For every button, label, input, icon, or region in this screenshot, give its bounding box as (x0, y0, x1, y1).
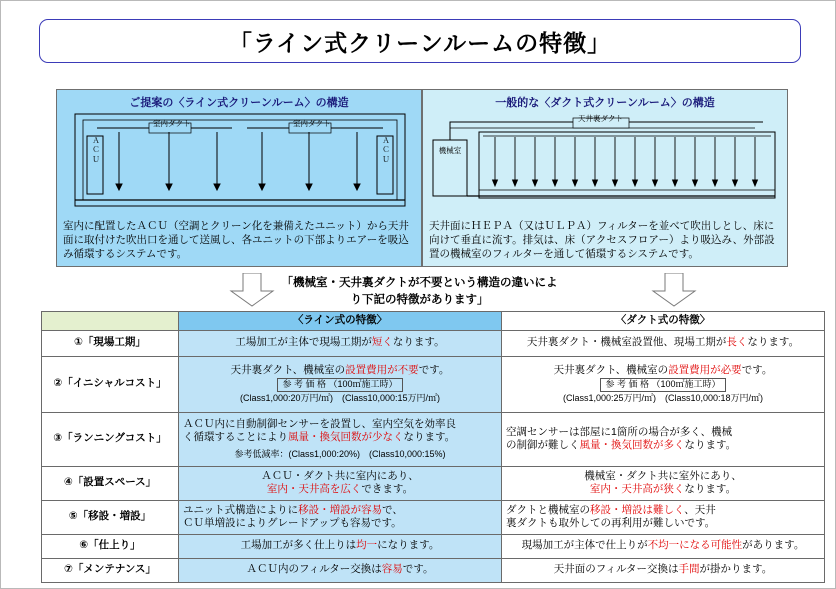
panel-right-heading: 一般的な〈ダクト式クリーンルーム〉の構造 (495, 97, 715, 109)
panel-left-acu-label-right: ＡＣＵ (382, 136, 390, 164)
table-row (42, 500, 825, 534)
text-part-highlight: 室内・天井高を広く (266, 483, 362, 496)
text-part-highlight: 移設・増設は難しく (590, 503, 685, 516)
text-part: があります。 (742, 539, 805, 552)
text-line: ＣＵ単増設によりグレードアップも容易です。 (183, 517, 402, 530)
reference-price-value: (Class1,000:20万円/㎡) (Class10,000:15万円/㎡) (239, 392, 441, 403)
table-header-row (42, 312, 825, 331)
text-line: 裏ダクトも取外しての再利用が難しいです。 (506, 517, 716, 530)
row-duct-cell (502, 534, 825, 558)
row-label: ③「ランニングコスト」 (42, 412, 179, 466)
panel-left-heading: ご提案の〈ライン式クリーンルーム〉の構造 (129, 97, 349, 109)
text-part: 、天井 (684, 503, 716, 516)
row-label: ⑤「移設・増設」 (42, 500, 179, 534)
panel-left-description: 室内に配置したＡＣＵ（空調とクリーン化を兼備えたユニット）から天井面に取付けた吹出口を通して送風し、各ユニットの下部よりエアーを吸込み循環するシステムです。 (63, 220, 409, 261)
down-arrow-left-icon (229, 273, 275, 307)
text-part: の制御が難しく (506, 439, 580, 452)
reference-reduction: 参考低減率：(Class1,000:20%) (Class10,000:15%) (234, 448, 446, 459)
text-part: なります。 (684, 439, 737, 452)
header-line-type: 〈ライン式の特徴〉 (179, 312, 502, 331)
text-part: ＡＣＵ内のフィルター交換は (246, 563, 382, 576)
text-part: できます。 (361, 483, 414, 496)
text-part: 天井裏ダクト、機械室の (553, 363, 669, 376)
row-duct-cell (502, 500, 825, 534)
text-part: なります。 (392, 336, 445, 349)
row-duct-cell (502, 356, 825, 412)
row-line-cell (179, 466, 502, 500)
down-arrow-right-icon (651, 273, 697, 307)
table-row (42, 558, 825, 582)
table-row (42, 466, 825, 500)
row-line-cell (179, 330, 502, 356)
text-part: 工場加工が多く仕上りは (240, 539, 357, 552)
text-part: なります。 (684, 483, 737, 496)
table-row (42, 356, 825, 412)
panel-left-duct-label: 室内ダクト (153, 119, 191, 128)
row-line-cell (179, 356, 502, 412)
text-part: です。 (741, 363, 773, 376)
reference-price-label: 参 考 価 格 （100㎡施工時） (277, 378, 402, 392)
text-line: ＡＣＵ内に自動制御センサーを設置し、室内空気を効率良 (183, 417, 456, 430)
row-label: ①「現場工期」 (42, 330, 179, 356)
row-duct-cell (502, 412, 825, 466)
text-part: なります。 (747, 336, 800, 349)
text-line: 空調センサーは部屋に1箇所の場合が多く、機械 (506, 425, 733, 438)
text-part: です。 (402, 563, 434, 576)
text-part: 天井裏ダクト、機械室の (230, 363, 346, 376)
header-item (42, 312, 179, 331)
row-duct-cell (502, 558, 825, 582)
text-part: ダクトと機械室の (506, 503, 590, 516)
row-label: ④「設置スペース」 (42, 466, 179, 500)
row-duct-cell (502, 466, 825, 500)
table-row (42, 412, 825, 466)
text-line: 機械室・ダクト共に室外にあり、 (584, 469, 742, 482)
row-line-cell (179, 558, 502, 582)
page-title-text: 「ライン式クリーンルームの特徴」 (228, 29, 612, 56)
text-part: で、 (382, 503, 403, 516)
text-part-highlight: 長く (726, 336, 748, 349)
text-part-highlight: 均一 (356, 539, 378, 552)
text-part-highlight: 風量・換気回数が多く (579, 439, 685, 452)
panel-left-duct-label-2: 室内ダクト (293, 119, 331, 128)
text-part-highlight: 室内・天井高が狭く (589, 483, 685, 496)
diagram-panel-line-type (56, 89, 422, 267)
row-line-cell (179, 412, 502, 466)
panel-right-drawing (423, 106, 787, 206)
text-part: が掛かります。 (699, 563, 773, 576)
text-part-highlight: 設置費用が不要 (345, 363, 419, 376)
reference-price-value: (Class1,000:25万円/㎡) (Class10,000:18万円/㎡) (562, 392, 764, 403)
text-part-highlight: 容易 (381, 563, 403, 576)
row-label: ②「イニシャルコスト」 (42, 356, 179, 412)
text-part: 現場加工が主体で仕上りが (521, 539, 648, 552)
text-part: なります。 (403, 431, 456, 444)
text-part: です。 (418, 363, 450, 376)
table-row (42, 534, 825, 558)
text-part-highlight: 短く (371, 336, 393, 349)
text-part: 天井裏ダクト・機械室設置他、現場工期が (526, 336, 727, 349)
panel-right-duct-label: 天井裏ダクト (578, 114, 623, 123)
text-part-highlight: 手間 (678, 563, 700, 576)
text-part-highlight: 風量・換気回数が少なく (288, 431, 404, 444)
comparison-table (41, 311, 825, 583)
middle-note: 「機械室・天井裏ダクトが不要という構造の違いにより下記の特徴があります」 (281, 277, 558, 306)
diagram-panel-duct-type (422, 89, 788, 267)
text-part: になります。 (377, 539, 440, 552)
text-part: ユニット式構造によりに (183, 503, 299, 516)
text-part: く循環することにより (183, 431, 288, 444)
row-label: ⑦「メンテナンス」 (42, 558, 179, 582)
text-line: ＡＣＵ・ダクト共に室内にあり、 (261, 469, 419, 482)
panel-right-machine-room-label: 機械室 (438, 146, 462, 155)
row-line-cell (179, 534, 502, 558)
row-label: ⑥「仕上り」 (42, 534, 179, 558)
reference-price-label: 参 考 価 格 （100㎡施工時） (600, 378, 725, 392)
table-row (42, 330, 825, 356)
text-part: 天井面のフィルター交換は (553, 563, 679, 576)
header-duct-type: 〈ダクト式の特徴〉 (502, 312, 825, 331)
panel-left-drawing (57, 106, 421, 206)
text-part-highlight: 移設・増設が容易 (298, 503, 383, 516)
row-line-cell (179, 500, 502, 534)
row-duct-cell (502, 330, 825, 356)
text-part-highlight: 設置費用が必要 (668, 363, 742, 376)
panel-right-description: 天井面にＨＥＰＡ（又はＵＬＰＡ）フィルターを並べて吹出しとし、床に向けて垂直に流す。排気は、床（アクセスフロアー）より吸込み、外部設置の機械室のフィルターを通して循環するシステムです。 (429, 220, 775, 261)
text-part: 工場加工が主体で現場工期が (235, 336, 372, 349)
page-title (39, 19, 801, 63)
text-part-highlight: 不均一になる可能性 (647, 539, 743, 552)
panel-left-acu-label-left: ＡＣＵ (92, 136, 100, 164)
